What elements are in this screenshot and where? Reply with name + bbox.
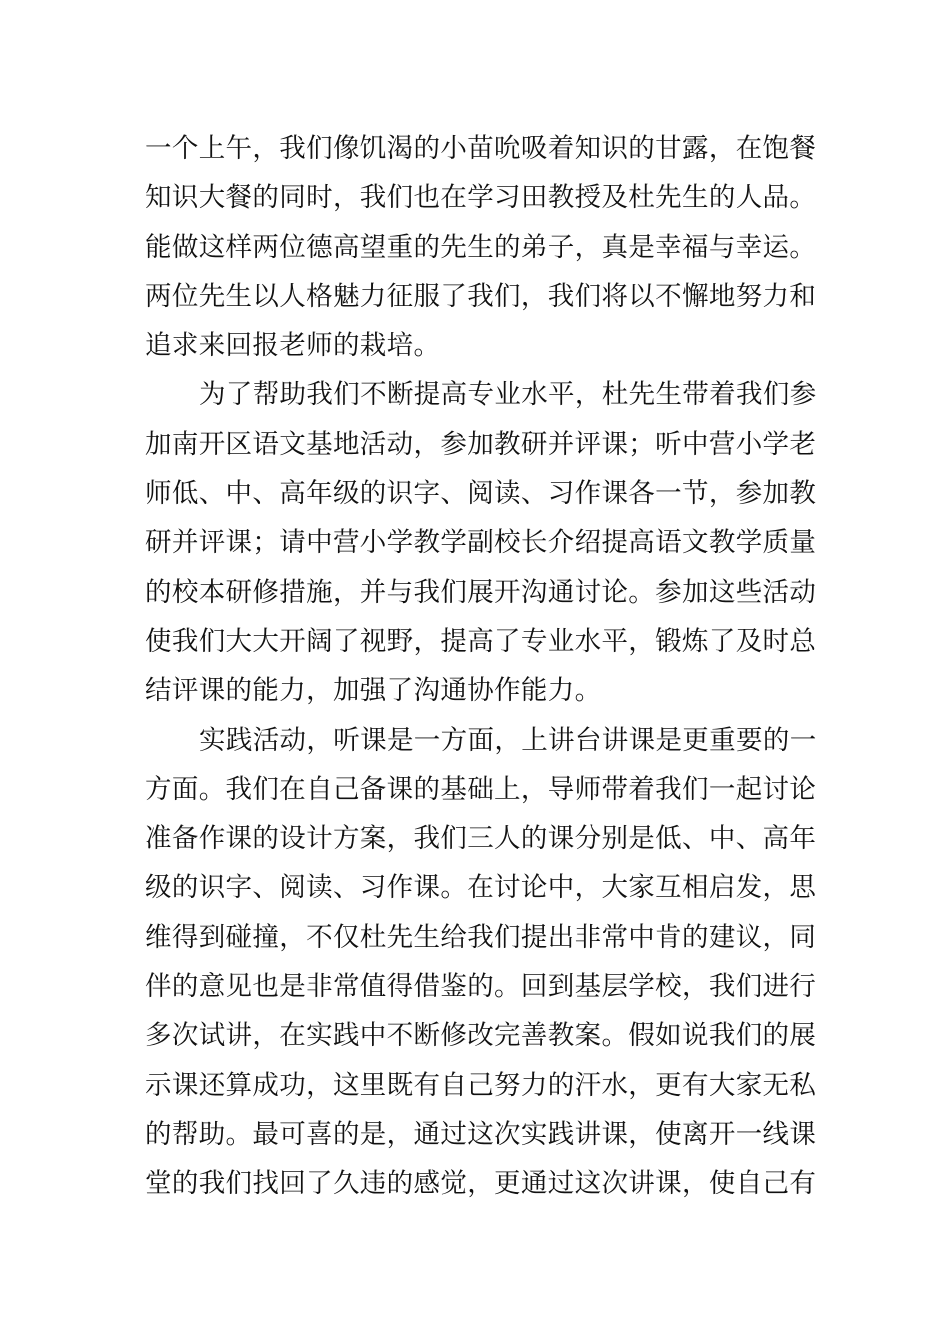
text-line: 加南开区语文基地活动，参加教研并评课；听中营小学老	[145, 428, 817, 460]
text-line: 两位先生以人格魅力征服了我们，我们将以不懈地努力和	[145, 280, 817, 312]
paragraph-first-line: 为了帮助我们不断提高专业水平，杜先生带着我们参	[199, 379, 817, 411]
text-line: 示课还算成功，这里既有自己努力的汗水，更有大家无私	[145, 1069, 817, 1101]
text-line: 能做这样两位德高望重的先生的弟子，真是幸福与幸运。	[145, 231, 817, 263]
text-line: 准备作课的设计方案，我们三人的课分别是低、中、高年	[145, 823, 817, 855]
text-line: 一个上午，我们像饥渴的小苗吮吸着知识的甘露，在饱餐	[145, 133, 817, 164]
text-line: 的校本研修措施，并与我们展开沟通讨论。参加这些活动	[145, 576, 817, 608]
text-line: 多次试讲，在实践中不断修改完善教案。假如说我们的展	[145, 1020, 817, 1052]
text-line: 研并评课；请中营小学教学副校长介绍提高语文教学质量	[145, 527, 817, 559]
text-line: 方面。我们在自己备课的基础上，导师带着我们一起讨论	[145, 773, 817, 805]
text-line: 使我们大大开阔了视野，提高了专业水平，锻炼了及时总	[145, 625, 817, 657]
text-line: 追求来回报老师的栽培。	[145, 330, 441, 362]
text-line: 知识大餐的同时，我们也在学习田教授及杜先生的人品。	[145, 182, 817, 214]
paragraph-first-line: 实践活动，听课是一方面，上讲台讲课是更重要的一	[199, 724, 817, 756]
body-text	[145, 124, 817, 1209]
text-line: 结评课的能力，加强了沟通协作能力。	[145, 675, 602, 707]
text-line: 的帮助。最可喜的是，通过这次实践讲课，使离开一线课	[145, 1118, 817, 1150]
text-line: 级的识字、阅读、习作课。在讨论中，大家互相启发，思	[145, 872, 817, 904]
text-line: 伴的意见也是非常值得借鉴的。回到基层学校，我们进行	[145, 971, 817, 1003]
text-line: 堂的我们找回了久违的感觉，更通过这次讲课，使自己有	[145, 1168, 817, 1200]
text-line: 师低、中、高年级的识字、阅读、习作课各一节，参加教	[145, 478, 817, 510]
text-line: 维得到碰撞，不仅杜先生给我们提出非常中肯的建议，同	[145, 921, 817, 953]
